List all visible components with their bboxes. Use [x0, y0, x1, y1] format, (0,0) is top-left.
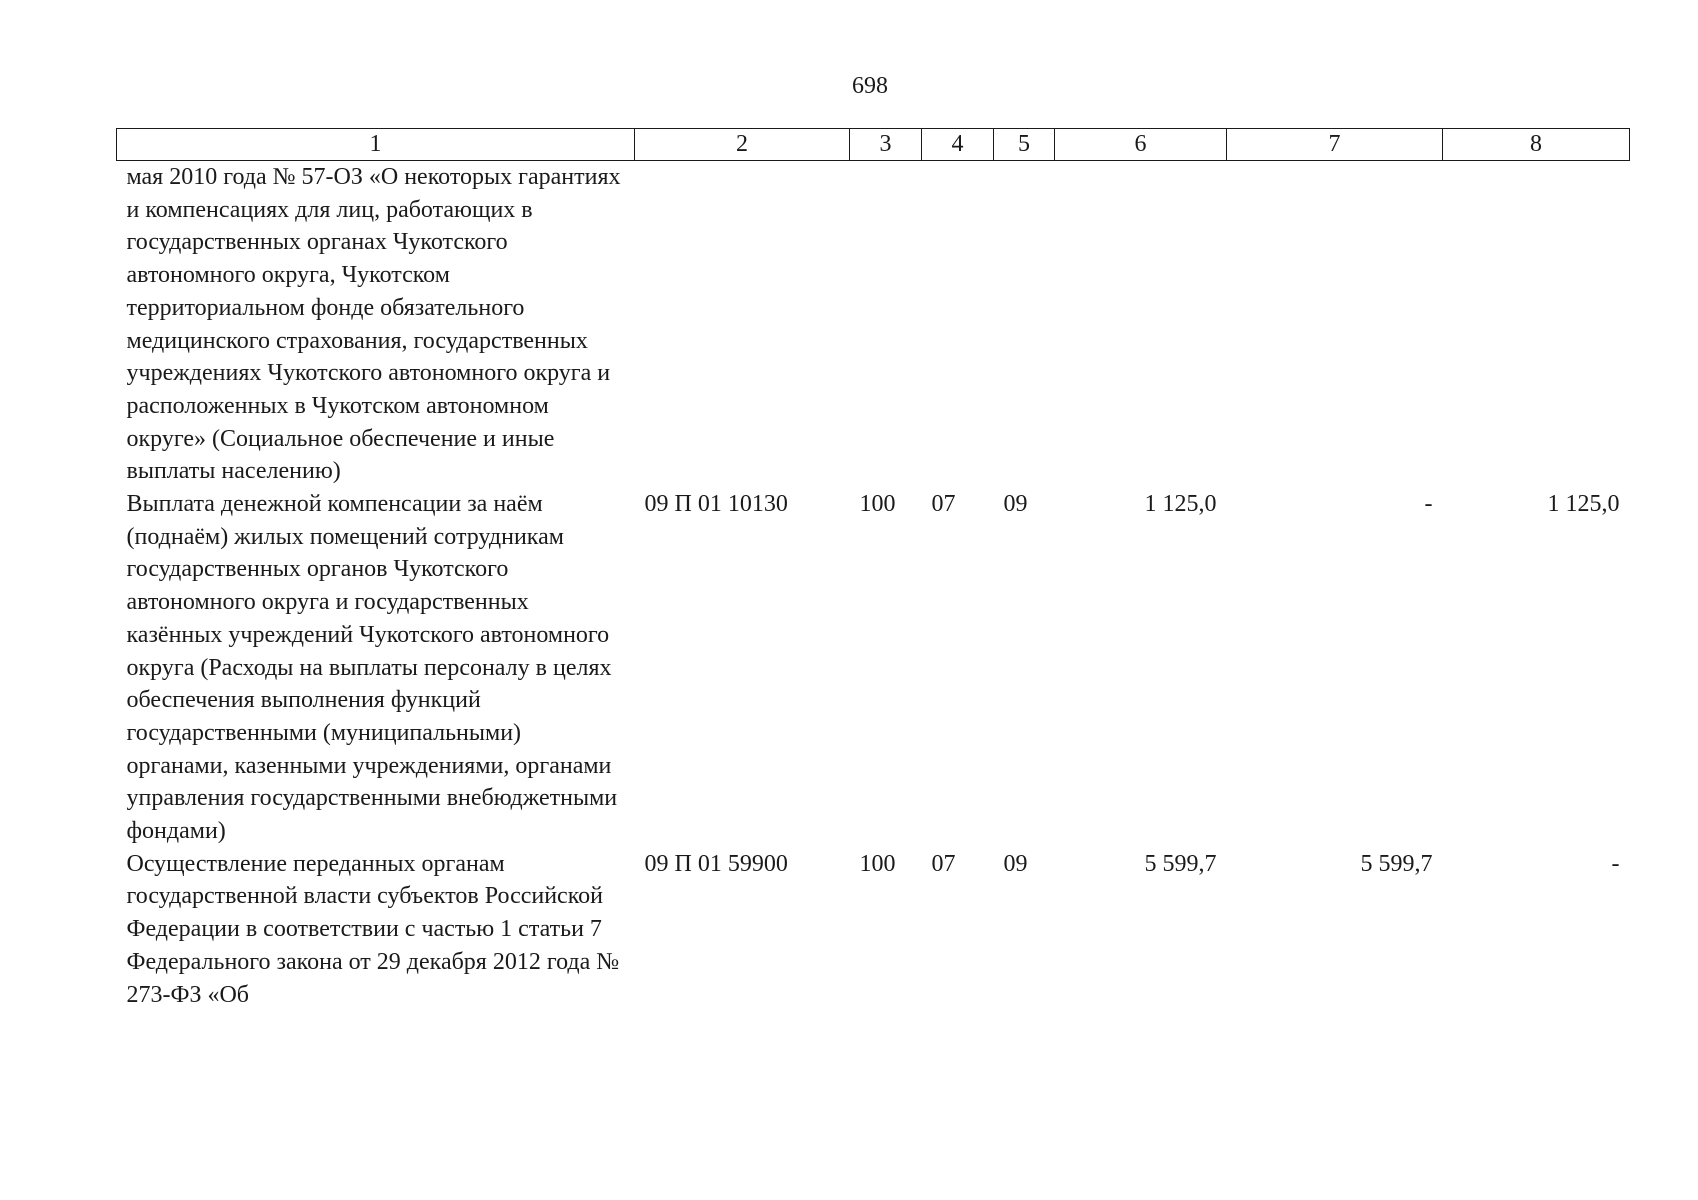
row-target-code: 09 П 01 10130 [644, 491, 788, 518]
row-description: Выплата денежной компенсации за наём (поднаём) жилых помещений сотрудникам государственных органов Чукотского автономного округа и государственных казённых учреждений Чукотского автономного округа (Расходы на выплаты персоналу в целях обеспечения выполнения функций государственными (муниципальными) органами, казенными учреждениями, органами управления государственными внебюджетными фондами) [126, 491, 618, 845]
row-amount-col8 [1443, 161, 1630, 489]
row-amount-col7 [1227, 161, 1443, 489]
row-subsection: 09 [1003, 850, 1028, 877]
page-number: 698 [852, 73, 888, 99]
row-amount-total [1055, 161, 1227, 489]
row-expense-type: 100 [859, 850, 896, 877]
header-row [117, 129, 1630, 161]
row-amount-col8: 1 125,0 [1547, 491, 1620, 518]
header-col-5: 5 [994, 129, 1055, 161]
row-amount-col7: 5 599,7 [1360, 850, 1433, 877]
row-description: мая 2010 года № 57-ОЗ «О некоторых гарантиях и компенсациях для лиц, работающих в государственных органах Чукотского автономного округа, Чукотском территориальном фонде обязательного медицинского страхования, государственных учреждениях Чукотского автономного округа и расположенных в Чукотском автономном округе» (Социальное обеспечение и иные выплаты населению) [126, 164, 621, 485]
row-target-code: 09 П 01 59900 [644, 850, 788, 877]
row-target-code [635, 161, 850, 489]
row-section: 07 [931, 491, 956, 518]
header-col-1: 1 [117, 129, 635, 161]
row-subsection [994, 161, 1055, 489]
header-col-3: 3 [850, 129, 922, 161]
row-amount-col7: - [1424, 491, 1433, 518]
header-col-6: 6 [1055, 129, 1227, 161]
row-amount-total: 1 125,0 [1144, 491, 1217, 518]
budget-table [116, 128, 1630, 1011]
row-expense-type: 100 [859, 491, 896, 518]
row-section: 07 [931, 850, 956, 877]
row-expense-type [850, 161, 922, 489]
table-row [117, 848, 1630, 1012]
table-row [117, 488, 1630, 848]
header-col-4: 4 [922, 129, 994, 161]
header-col-8: 8 [1443, 129, 1630, 161]
row-subsection: 09 [1003, 491, 1028, 518]
row-section [922, 161, 994, 489]
header-col-7: 7 [1227, 129, 1443, 161]
table-row [117, 161, 1630, 489]
row-description: Осуществление переданных органам государственной власти субъектов Российской Федерации в соответствии с частью 1 статьи 7 Федерального закона от 29 декабря 2012 года № 273-ФЗ «Об [126, 850, 620, 1008]
header-col-2: 2 [635, 129, 850, 161]
row-amount-col8: - [1611, 850, 1620, 877]
row-amount-total: 5 599,7 [1144, 850, 1217, 877]
